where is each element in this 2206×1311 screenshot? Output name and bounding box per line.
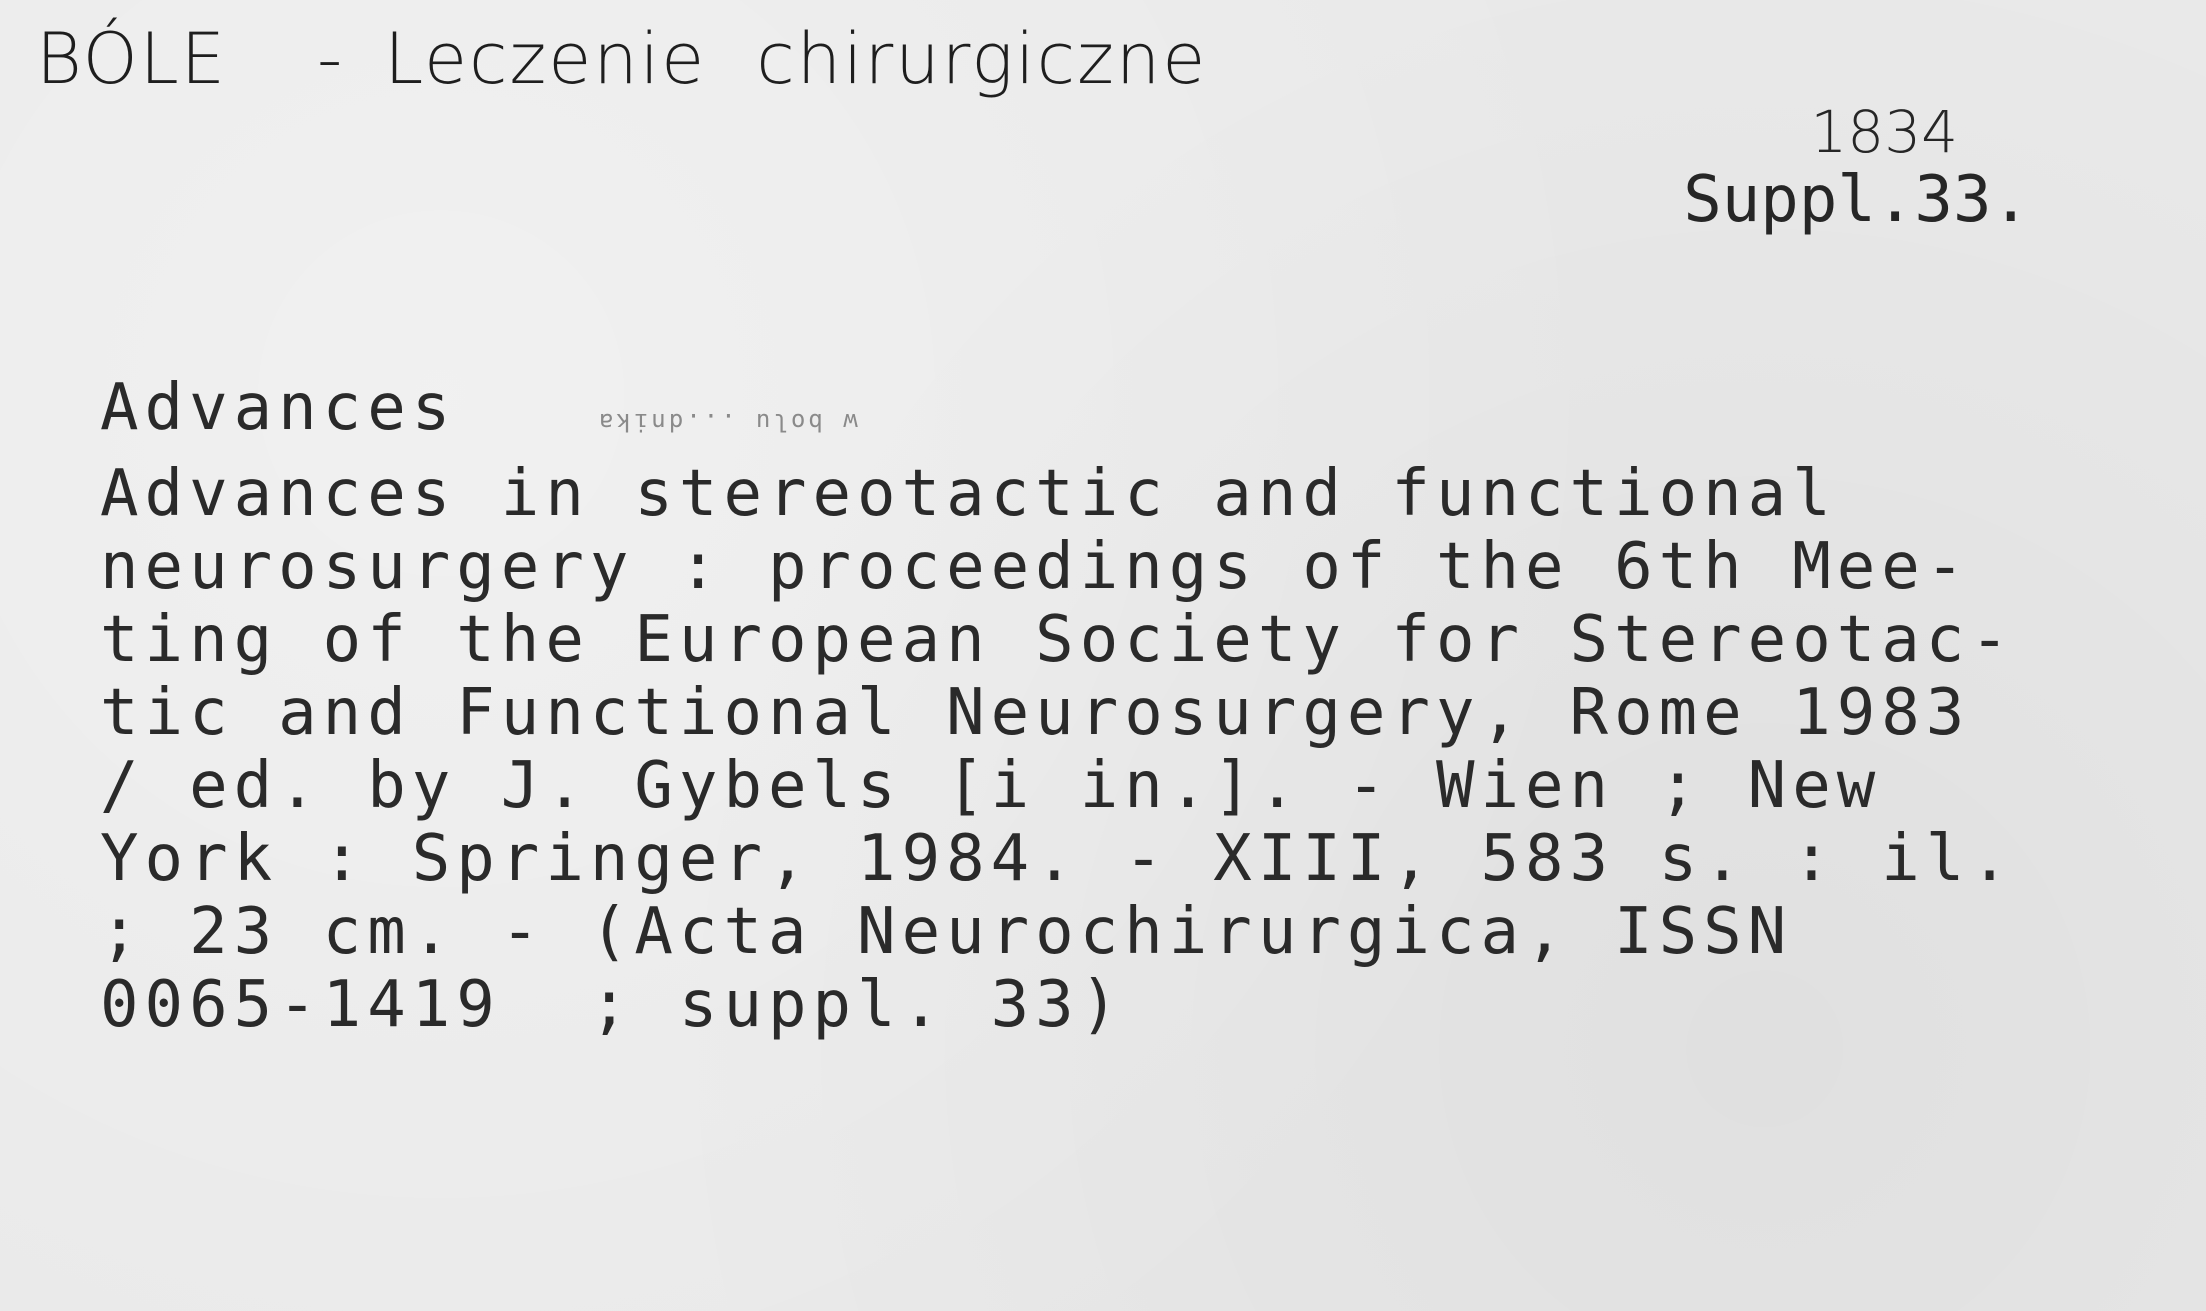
entry-line: / ed. by J. Gybels [i in.]. - Wien ; New bbox=[100, 749, 1882, 823]
entry-line: ; 23 cm. - (Acta Neurochirurgica, ISSN bbox=[100, 895, 1793, 969]
call-number bbox=[1683, 100, 2030, 236]
subject-heading bbox=[36, 18, 1207, 100]
subject-term: BÓLE bbox=[36, 18, 227, 100]
subject-subdivision-1: Leczenie bbox=[384, 18, 707, 100]
call-number-supplement: Suppl.33. bbox=[1683, 163, 2030, 237]
entry-line: ting of the European Society for Stereotac- bbox=[100, 603, 2015, 677]
entry-heading-line bbox=[100, 372, 2180, 458]
entry-line: 0065-1419 ; suppl. 33) bbox=[100, 968, 1125, 1042]
call-number-value: 1834 bbox=[1810, 98, 1958, 166]
subject-subdivision-2: chirurgiczne bbox=[756, 18, 1208, 100]
show-through-text: w bolu ...dnika bbox=[596, 408, 858, 436]
entry-line: neurosurgery : proceedings of the 6th Mee- bbox=[100, 530, 1971, 604]
entry-heading: Advances bbox=[100, 371, 457, 445]
entry-line: York : Springer, 1984. - XIII, 583 s. : il. bbox=[100, 822, 2015, 896]
subject-dash: - bbox=[316, 18, 345, 100]
bibliographic-entry bbox=[100, 372, 2180, 1042]
entry-line: Advances in stereotactic and functional bbox=[100, 457, 1837, 531]
entry-line: tic and Functional Neurosurgery, Rome 1983 bbox=[100, 676, 1971, 750]
